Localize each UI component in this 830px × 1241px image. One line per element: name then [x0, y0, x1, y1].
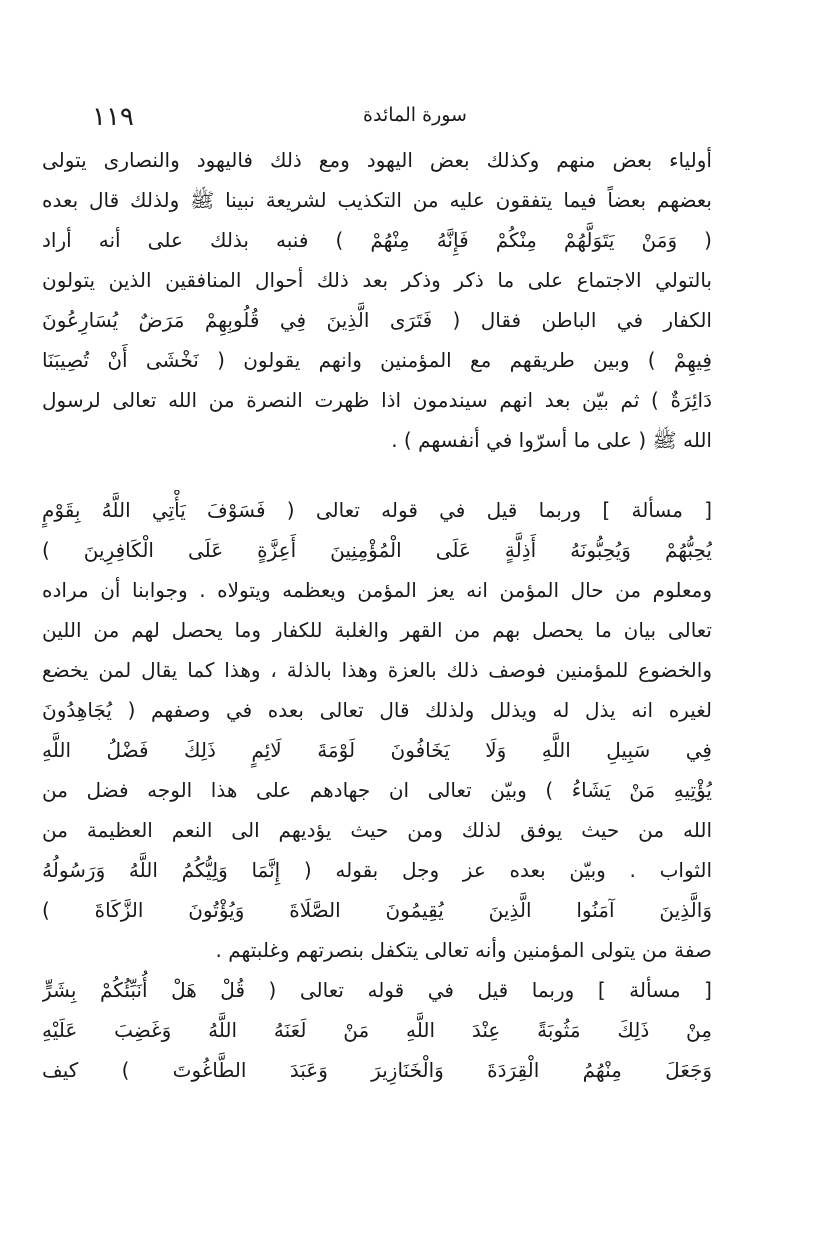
text-line: صفة من يتولى المؤمنين وأنه تعالى يتكفل بنصرتهم وغلبتهم . — [215, 938, 712, 962]
paragraph-2-masala — [42, 490, 712, 970]
paragraph-3-masala — [42, 970, 712, 1090]
text-line: لغيره انه يذل له ويذلل ولذلك قال تعالى بعده في وصفهم ( يُجَاهِدُونَ — [42, 698, 712, 722]
page-number: ١١٩ — [92, 102, 134, 132]
text-line: فِيهِمْ ) وبين طريقهم مع المؤمنين وانهم يقولون ( نَخْشَى أَنْ تُصِيبَنَا — [42, 348, 712, 372]
text-line: تعالى بيان ما يحصل بهم من القهر والغلبة للكفار وما يحصل لهم من اللين — [42, 618, 712, 642]
text-line: دَائِرَةٌ ) ثم بيّن بعد انهم سيندمون اذا ظهرت النصرة من الله تعالى لرسول — [42, 388, 712, 412]
text-line: [ مسألة ] وربما قيل في قوله تعالى ( قُلْ هَلْ أُنَبِّئُكُمْ بِشَرٍّ — [42, 978, 712, 1002]
text-line: وَالَّذِينَ آمَنُوا الَّذِينَ يُقِيمُونَ الصَّلَاةَ وَيُؤْتُونَ الزَّكَاةَ ) — [42, 898, 712, 922]
surah-title: سورة المائدة — [363, 104, 467, 126]
text-line: الله من حيث يوفق لذلك ومن حيث يؤديهم الى النعم العظيمة من — [42, 818, 712, 842]
text-line: والخضوع للمؤمنين فوصف ذلك بالعزة وهذا بالذلة ، وهذا كما يقال لمن يخضع — [42, 658, 712, 682]
text-line: الله ﷺ ( على ما أسرّوا في أنفسهم ) . — [391, 428, 712, 452]
page-header — [80, 100, 750, 134]
text-line: فِي سَبِيلِ اللَّهِ وَلَا يَخَافُونَ لَوْمَةَ لَائِمٍ ذَلِكَ فَضْلُ اللَّهِ — [42, 738, 712, 762]
text-line: وَجَعَلَ مِنْهُمُ الْقِرَدَةَ وَالْخَنَازِيرَ وَعَبَدَ الطَّاغُوتَ ) كيف — [42, 1058, 712, 1082]
paragraph-1 — [42, 140, 712, 460]
text-line: بالتولي الاجتماع على ما ذكر وذكر بعد ذلك أحوال المنافقين الذين يتولون — [42, 268, 712, 292]
text-line: [ مسألة ] وربما قيل في قوله تعالى ( فَسَوْفَ يَأْتِي اللَّهُ بِقَوْمٍ — [42, 498, 712, 522]
text-line: ومعلوم من حال المؤمن انه يعز المؤمن ويعظمه ويتولاه . وجوابنا أن مراده — [42, 578, 712, 602]
text-line: مِنْ ذَلِكَ مَثُوبَةً عِنْدَ اللَّهِ مَنْ لَعَنَهُ اللَّهُ وَغَضِبَ عَلَيْهِ — [42, 1018, 712, 1042]
text-line: الكفار في الباطن فقال ( فَتَرَى الَّذِينَ فِي قُلُوبِهِمْ مَرَضٌ يُسَارِعُونَ — [42, 308, 712, 332]
text-line: بعضهم بعضاً فيما يتفقون عليه من التكذيب لشريعة نبينا ﷺ ولذلك قال بعده — [42, 188, 712, 212]
text-line: أولياء بعض منهم وكذلك بعض اليهود ومع ذلك فاليهود والنصارى يتولى — [42, 148, 712, 172]
text-line: يُحِبُّهُمْ وَيُحِبُّونَهُ أَذِلَّةٍ عَلَى الْمُؤْمِنِينَ أَعِزَّةٍ عَلَى الْكَافِرِينَ ) — [42, 538, 712, 562]
text-line: يُؤْتِيهِ مَنْ يَشَاءُ ) وبيّن تعالى ان جهادهم على هذا الوجه فضل من — [42, 778, 712, 802]
text-line: ( وَمَنْ يَتَوَلَّهُمْ مِنْكُمْ فَإِنَّهُ مِنْهُمْ ) فنبه بذلك على أنه أراد — [42, 228, 712, 252]
text-line: الثواب . وبيّن بعده عز وجل بقوله ( إِنَّمَا وَلِيُّكُمُ اللَّهُ وَرَسُولُهُ — [42, 858, 712, 882]
